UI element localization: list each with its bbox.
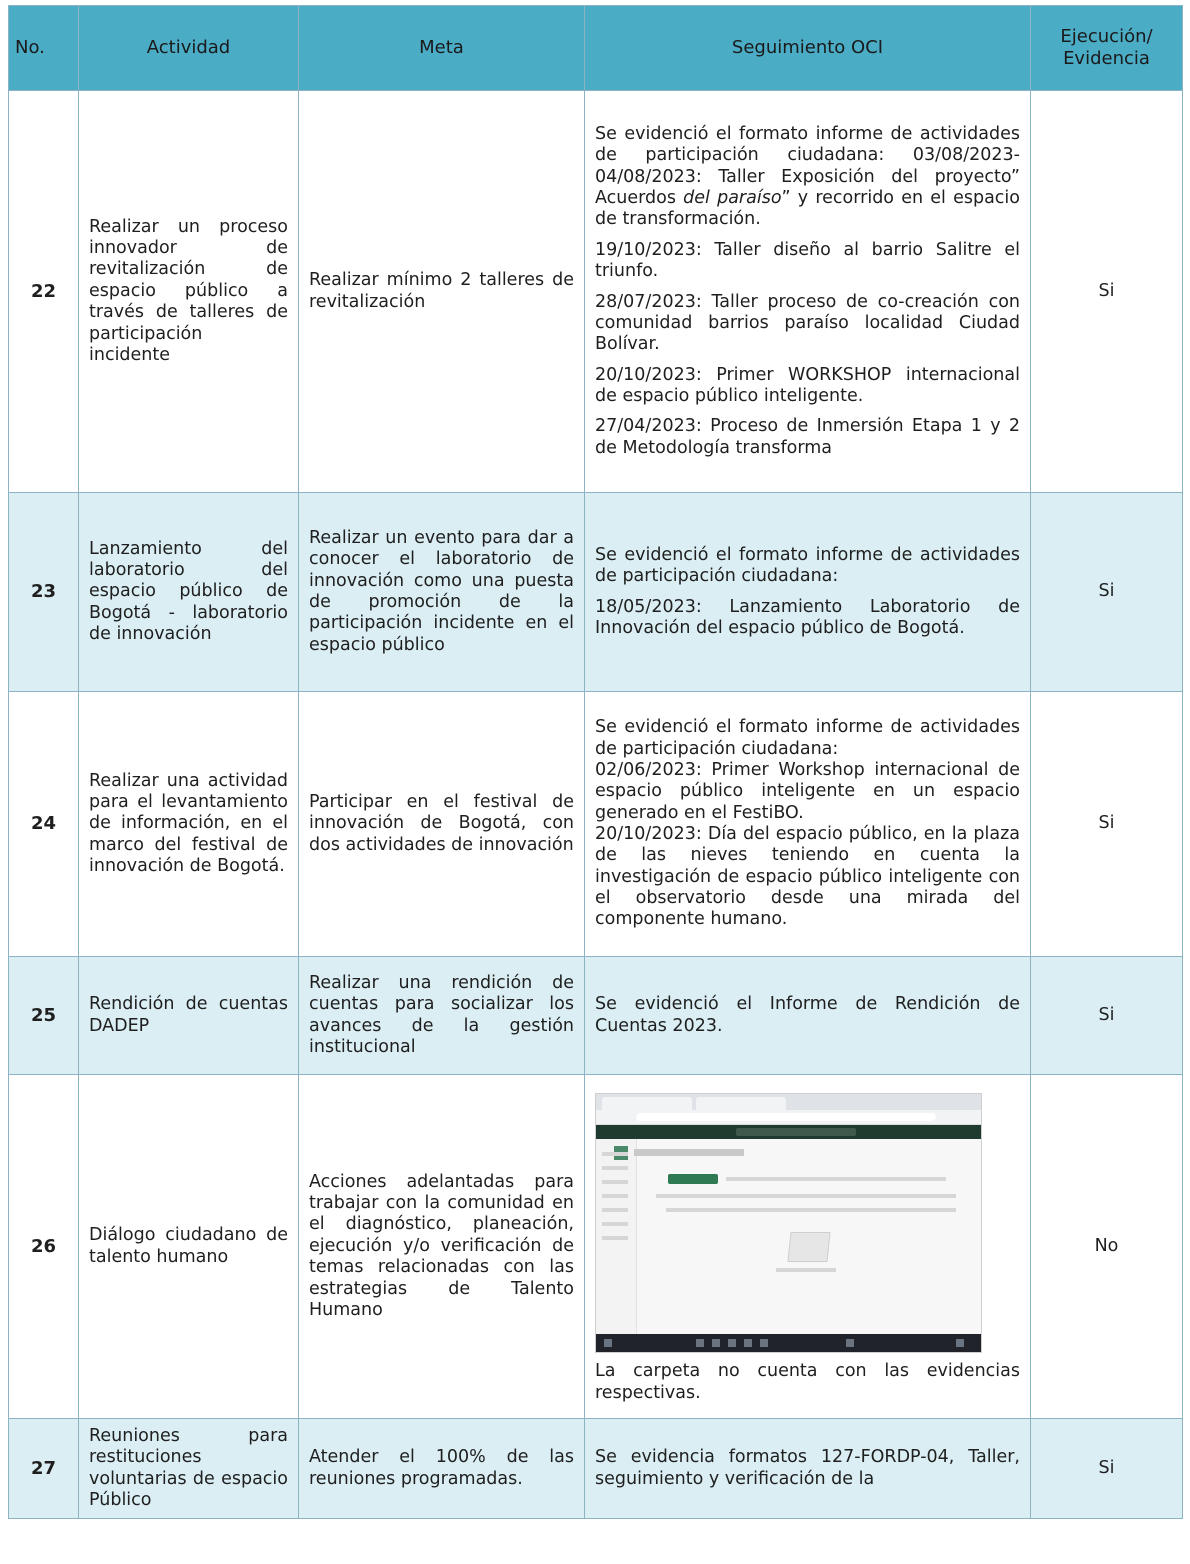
header-ejecucion-line1: Ejecución/ [1060, 26, 1153, 48]
seguimiento-paragraph: 27/04/2023: Proceso de Inmersión Etapa 1 y 2 de Metodología transforma [595, 416, 1020, 458]
table-row [9, 1419, 1183, 1519]
row-seguimiento [585, 957, 1031, 1075]
seguimiento-paragraph: 28/07/2023: Taller proceso de co-creación con comunidad barrios paraíso localidad Ciudad Bolívar. [595, 291, 1020, 355]
header-row [9, 6, 1183, 91]
seguimiento-paragraph: Se evidenció el formato informe de actividades de participación ciudadana: [595, 544, 1020, 587]
seguimiento-paragraph: 20/10/2023: Día del espacio público, en la plaza de las nieves teniendo en cuenta la investigación de espacio público inteligente con el observatorio desde una mirada del componente humano. [595, 824, 1020, 930]
evidence-screenshot-image [595, 1093, 982, 1353]
table-row [9, 957, 1183, 1075]
table-row [9, 1075, 1183, 1419]
row-meta: Participar en el festival de innovación de Bogotá, con dos actividades de innovación [299, 692, 585, 957]
row-ejecucion: Si [1031, 1419, 1183, 1519]
row-actividad: Diálogo ciudadano de talento humano [79, 1075, 299, 1419]
seguimiento-paragraph: 02/06/2023: Primer Workshop internacional de espacio público inteligente en un espacio generado en el FestiBO. [595, 759, 1020, 823]
folder-icon [787, 1232, 830, 1262]
row-number: 23 [9, 493, 79, 692]
row-number: 22 [9, 91, 79, 493]
row-seguimiento [585, 493, 1031, 692]
row-meta: Realizar mínimo 2 talleres de revitalización [299, 91, 585, 493]
row-meta: Acciones adelantadas para trabajar con la comunidad en el diagnóstico, planeación, ejecución y/o verificación de temas relacionadas con las estrategias de Talento Humano [299, 1075, 585, 1419]
header-ejecucion [1031, 6, 1183, 91]
row-ejecucion: No [1031, 1075, 1183, 1419]
row-meta: Atender el 100% de las reuniones programadas. [299, 1419, 585, 1519]
row-ejecucion: Si [1031, 957, 1183, 1075]
seguimiento-paragraph: 18/05/2023: Lanzamiento Laboratorio de Innovación del espacio público de Bogotá. [595, 596, 1020, 638]
table-row [9, 493, 1183, 692]
seguimiento-paragraph: 19/10/2023: Taller diseño al barrio Salitre el triunfo. [595, 239, 1020, 282]
seguimiento-table [8, 5, 1183, 1519]
row-meta: Realizar una rendición de cuentas para socializar los avances de la gestión institucional [299, 957, 585, 1075]
row-ejecucion: Si [1031, 91, 1183, 493]
row-meta: Realizar un evento para dar a conocer el laboratorio de innovación como una puesta de promoción de la participación incidente en el espacio público [299, 493, 585, 692]
seguimiento-paragraph: Se evidenció el formato informe de actividades de participación ciudadana: 03/08/2023-04/08/2023: Taller Exposición del proyecto” Acuerdos del paraíso” y recorrido en el espacio de transformación. [595, 124, 1020, 230]
seguimiento-paragraph: 20/10/2023: Primer WORKSHOP internacional de espacio público inteligente. [595, 364, 1020, 406]
row-actividad: Lanzamiento del laboratorio del espacio público de Bogotá - laboratorio de innovación [79, 493, 299, 692]
row-number: 26 [9, 1075, 79, 1419]
row-actividad: Reuniones para restituciones voluntarias de espacio Público [79, 1419, 299, 1519]
table-row [9, 692, 1183, 957]
seguimiento-paragraph: Se evidenció el formato informe de actividades de participación ciudadana: [595, 717, 1020, 759]
row-seguimiento [585, 692, 1031, 957]
seguimiento-paragraph: La carpeta no cuenta con las evidencias respectivas. [595, 1361, 1020, 1403]
row-seguimiento [585, 91, 1031, 493]
table-row [9, 91, 1183, 493]
row-ejecucion: Si [1031, 493, 1183, 692]
row-number: 24 [9, 692, 79, 957]
row-actividad: Realizar una actividad para el levantamiento de información, en el marco del festival de innovación de Bogotá. [79, 692, 299, 957]
seguimiento-paragraph: Se evidencia formatos 127-FORDP-04, Taller, seguimiento y verificación de la [595, 1447, 1020, 1489]
header-seguimiento: Seguimiento OCI [585, 6, 1031, 91]
seguimiento-paragraph: Se evidenció el Informe de Rendición de Cuentas 2023. [595, 994, 1020, 1036]
header-meta: Meta [299, 6, 585, 91]
header-actividad: Actividad [79, 6, 299, 91]
row-seguimiento [585, 1075, 1031, 1419]
row-number: 25 [9, 957, 79, 1075]
row-actividad: Realizar un proceso innovador de revitalización de espacio público a través de talleres de participación incidente [79, 91, 299, 493]
header-no: No. [9, 6, 79, 91]
row-seguimiento [585, 1419, 1031, 1519]
header-ejecucion-line2: Evidencia [1063, 48, 1150, 69]
row-ejecucion: Si [1031, 692, 1183, 957]
row-actividad: Rendición de cuentas DADEP [79, 957, 299, 1075]
row-number: 27 [9, 1419, 79, 1519]
